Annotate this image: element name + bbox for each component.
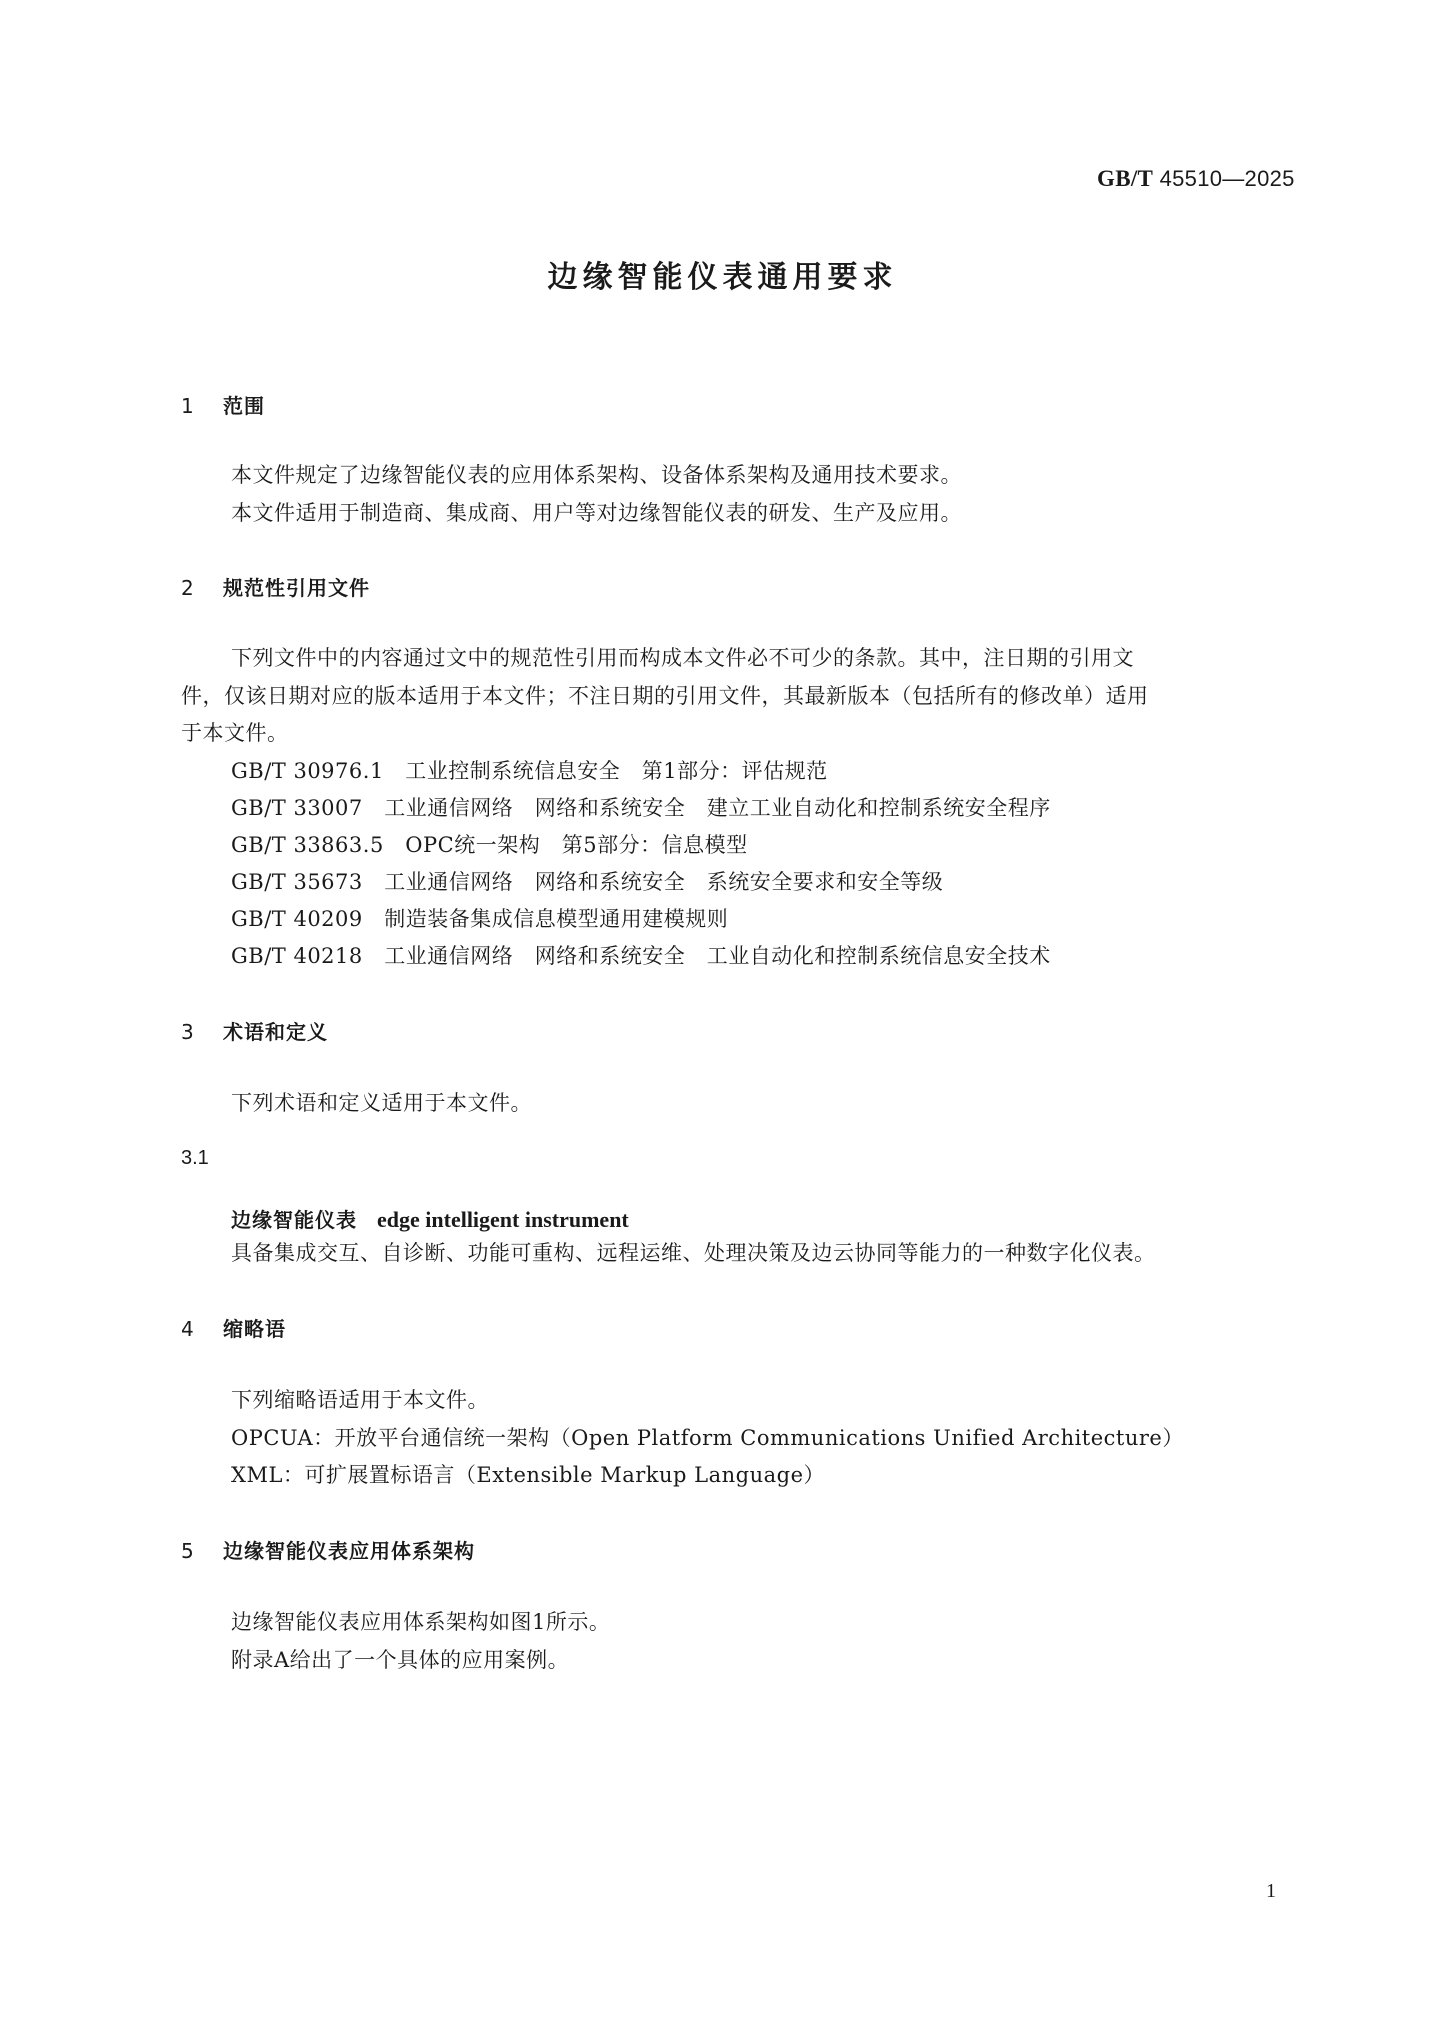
term-entry	[231, 1204, 629, 1233]
section-title: 术语和定义	[223, 1020, 328, 1044]
abbreviation-item: XML：可扩展置标语言（Extensible Markup Language）	[231, 1463, 825, 1487]
paragraph: 附录A给出了一个具体的应用案例。	[231, 1648, 570, 1672]
reference-item: GB/T 30976.1 工业控制系统信息安全 第1部分：评估规范	[231, 759, 828, 783]
page-number: 1	[1266, 1880, 1276, 1902]
standard-code-prefix: GB/T	[1097, 166, 1154, 191]
section-number: 4	[181, 1317, 195, 1341]
standard-code	[1097, 166, 1295, 192]
section-2-heading	[181, 572, 370, 601]
paragraph: 下列缩略语适用于本文件。	[231, 1388, 489, 1412]
term-definition: 具备集成交互、自诊断、功能可重构、远程运维、处理决策及边云协同等能力的一种数字化仪表。	[231, 1241, 1156, 1265]
section-4-heading	[181, 1313, 286, 1342]
section-number: 3	[181, 1020, 195, 1044]
section-3-heading	[181, 1016, 328, 1045]
paragraph: 边缘智能仪表应用体系架构如图1所示。	[231, 1610, 611, 1634]
subclause-number: 3.1	[181, 1147, 209, 1169]
paragraph-line: 下列文件中的内容通过文中的规范性引用而构成本文件必不可少的条款。其中，注日期的引用文	[231, 646, 1134, 670]
section-1-heading	[181, 390, 265, 419]
reference-item: GB/T 40209 制造装备集成信息模型通用建模规则	[231, 907, 729, 931]
paragraph: 本文件适用于制造商、集成商、用户等对边缘智能仪表的研发、生产及应用。	[231, 501, 962, 525]
section-title: 边缘智能仪表应用体系架构	[223, 1539, 475, 1563]
section-title: 范围	[223, 394, 265, 418]
section-number: 1	[181, 394, 195, 418]
section-title: 规范性引用文件	[223, 576, 370, 600]
section-title: 缩略语	[223, 1317, 286, 1341]
paragraph: 本文件规定了边缘智能仪表的应用体系架构、设备体系架构及通用技术要求。	[231, 463, 962, 487]
section-5-heading	[181, 1535, 475, 1564]
section-number: 2	[181, 576, 195, 600]
section-number: 5	[181, 1539, 195, 1563]
reference-item: GB/T 35673 工业通信网络 网络和系统安全 系统安全要求和安全等级	[231, 870, 944, 894]
document-title: 边缘智能仪表通用要求	[547, 260, 898, 295]
paragraph-line: 件，仅该日期对应的版本适用于本文件；不注日期的引用文件，其最新版本（包括所有的修改单）适用	[181, 684, 1149, 708]
paragraph-line: 于本文件。	[181, 721, 289, 745]
term-english: edge intelligent instrument	[377, 1207, 629, 1232]
reference-item: GB/T 33863.5 OPC统一架构 第5部分：信息模型	[231, 833, 748, 857]
paragraph: 下列术语和定义适用于本文件。	[231, 1091, 532, 1115]
reference-item: GB/T 33007 工业通信网络 网络和系统安全 建立工业自动化和控制系统安全程序	[231, 796, 1051, 820]
term-chinese: 边缘智能仪表	[231, 1208, 357, 1232]
standard-code-number: 45510—2025	[1153, 166, 1295, 191]
abbreviation-item: OPCUA：开放平台通信统一架构（Open Platform Communications Unified Architecture）	[231, 1426, 1184, 1450]
reference-item: GB/T 40218 工业通信网络 网络和系统安全 工业自动化和控制系统信息安全技术	[231, 944, 1051, 968]
